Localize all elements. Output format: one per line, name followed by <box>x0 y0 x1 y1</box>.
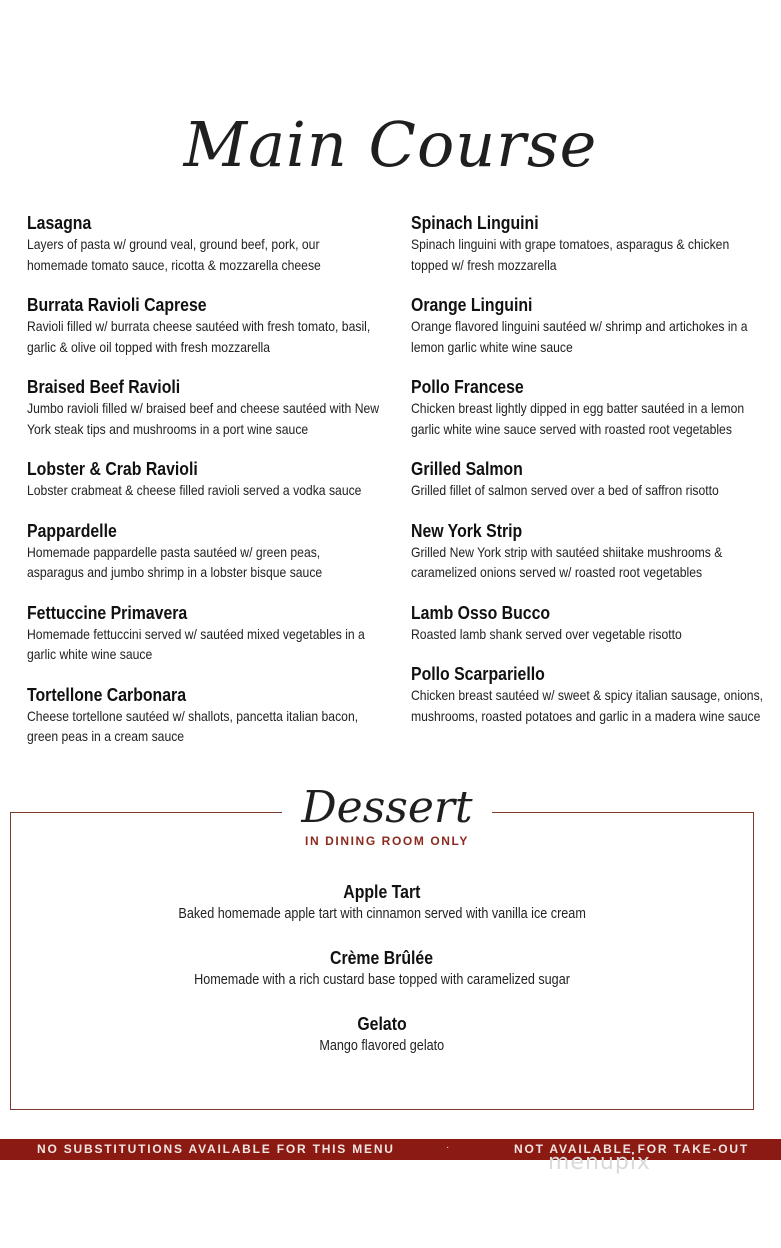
menu-item <box>27 684 387 747</box>
menu-item-name: Grilled Salmon <box>411 459 523 479</box>
menu-item <box>27 212 387 275</box>
dessert-item <box>10 946 754 990</box>
main-course-left-column <box>27 212 387 766</box>
menu-item-name: Tortellone Carbonara <box>27 684 187 705</box>
menu-item-description: Spinach linguini with grape tomatoes, asparagus & chicken topped w/ fresh mozzarella <box>411 236 730 273</box>
dessert-item-description: Baked homemade apple tart with cinnamon served with vanilla ice cream <box>178 906 586 922</box>
menu-item <box>411 663 771 726</box>
menu-item-description: Roasted lamb shank served over vegetable risotto <box>411 625 682 642</box>
menu-item-name: Orange Linguini <box>411 295 533 315</box>
dessert-item-description: Homemade with a rich custard base topped with caramelized sugar <box>194 972 570 988</box>
menu-item-description: Homemade fettuccini served w/ sautéed mixed vegetables in a garlic white wine sauce <box>27 625 365 662</box>
menu-item-description: Ravioli filled w/ burrata cheese sautéed with fresh tomato, basil, garlic & olive oil topped with fresh mozzarella <box>27 318 371 355</box>
menu-item-description: Chicken breast lightly dipped in egg batter sautéed in a lemon garlic white wine sauce served with roasted root vegetables <box>411 400 745 437</box>
menu-item <box>411 458 771 501</box>
dessert-title: Dessert <box>301 782 473 833</box>
menu-item-description: Jumbo ravioli filled w/ braised beef and cheese sautéed with New York steak tips and mushrooms in a port wine sauce <box>27 400 380 437</box>
menu-item <box>411 212 771 275</box>
menu-item-description: Orange flavored linguini sautéed w/ shrimp and artichokes in a lemon garlic white wine sauce <box>411 318 748 355</box>
menu-item-name: Lobster & Crab Ravioli <box>27 459 198 479</box>
dessert-item <box>10 880 754 924</box>
menu-item <box>411 376 771 439</box>
dessert-item-name: Gelato <box>357 1014 407 1034</box>
menu-item <box>27 376 387 439</box>
main-course-right-column <box>411 212 771 745</box>
menu-item <box>27 520 387 583</box>
dessert-item-description: Mango flavored gelato <box>319 1038 445 1054</box>
menu-item-name: Burrata Ravioli Caprese <box>27 295 207 315</box>
footer-banner <box>0 1139 781 1160</box>
menu-item-name: Spinach Linguini <box>411 213 539 233</box>
menu-item-description: Chicken breast sautéed w/ sweet & spicy italian sausage, onions, mushrooms, roasted potatoes and garlic in a madera wine sauce <box>411 687 764 724</box>
menu-item-name: Pappardelle <box>27 520 117 541</box>
menu-item-description: Layers of pasta w/ ground veal, ground beef, pork, our homemade tomato sauce, ricotta & mozzarella cheese <box>27 236 321 273</box>
menu-item-name: Braised Beef Ravioli <box>27 377 181 397</box>
dessert-item-name: Crème Brûlée <box>330 948 434 968</box>
menu-item-name: Pollo Scarpariello <box>411 664 545 684</box>
dessert-item-name: Apple Tart <box>343 882 421 902</box>
menu-item-description: Cheese tortellone sautéed w/ shallots, pancetta italian bacon, green peas in a cream sauce <box>27 707 359 744</box>
dessert-header <box>282 782 492 852</box>
dessert-subtitle: IN DINING ROOM ONLY <box>305 834 469 848</box>
menu-item <box>27 458 387 501</box>
menu-item-name: New York Strip <box>411 520 523 541</box>
menu-item <box>411 602 771 645</box>
menu-item <box>27 602 387 665</box>
menu-item <box>411 520 771 583</box>
menu-item-name: Pollo Francese <box>411 377 524 397</box>
watermark-logo: menupix <box>548 1150 651 1175</box>
menu-item-name: Lamb Osso Bucco <box>411 602 551 623</box>
menu-item-name: Lasagna <box>27 213 92 233</box>
footer-right-text: NOT AVAILABLE FOR TAKE-OUT <box>514 1142 750 1156</box>
menu-item-description: Grilled New York strip with sautéed shiitake mushrooms & caramelized onions served w/ roasted root vegetables <box>411 543 723 580</box>
menu-item-description: Grilled fillet of salmon served over a bed of saffron risotto <box>411 482 719 498</box>
footer-separator: · <box>446 1142 450 1153</box>
menu-item-description: Lobster crabmeat & cheese filled ravioli served a vodka sauce <box>27 482 362 498</box>
dessert-item <box>10 1012 754 1056</box>
main-course-title: Main Course <box>183 108 598 181</box>
menu-item <box>27 294 387 357</box>
menu-item-description: Homemade pappardelle pasta sautéed w/ green peas, asparagus and jumbo shrimp in a lobster bisque sauce <box>27 543 323 580</box>
menu-item <box>411 294 771 357</box>
footer-left-text: NO SUBSTITUTIONS AVAILABLE FOR THIS MENU <box>37 1142 395 1156</box>
dessert-list <box>10 880 754 1078</box>
menu-item-name: Fettuccine Primavera <box>27 602 188 623</box>
